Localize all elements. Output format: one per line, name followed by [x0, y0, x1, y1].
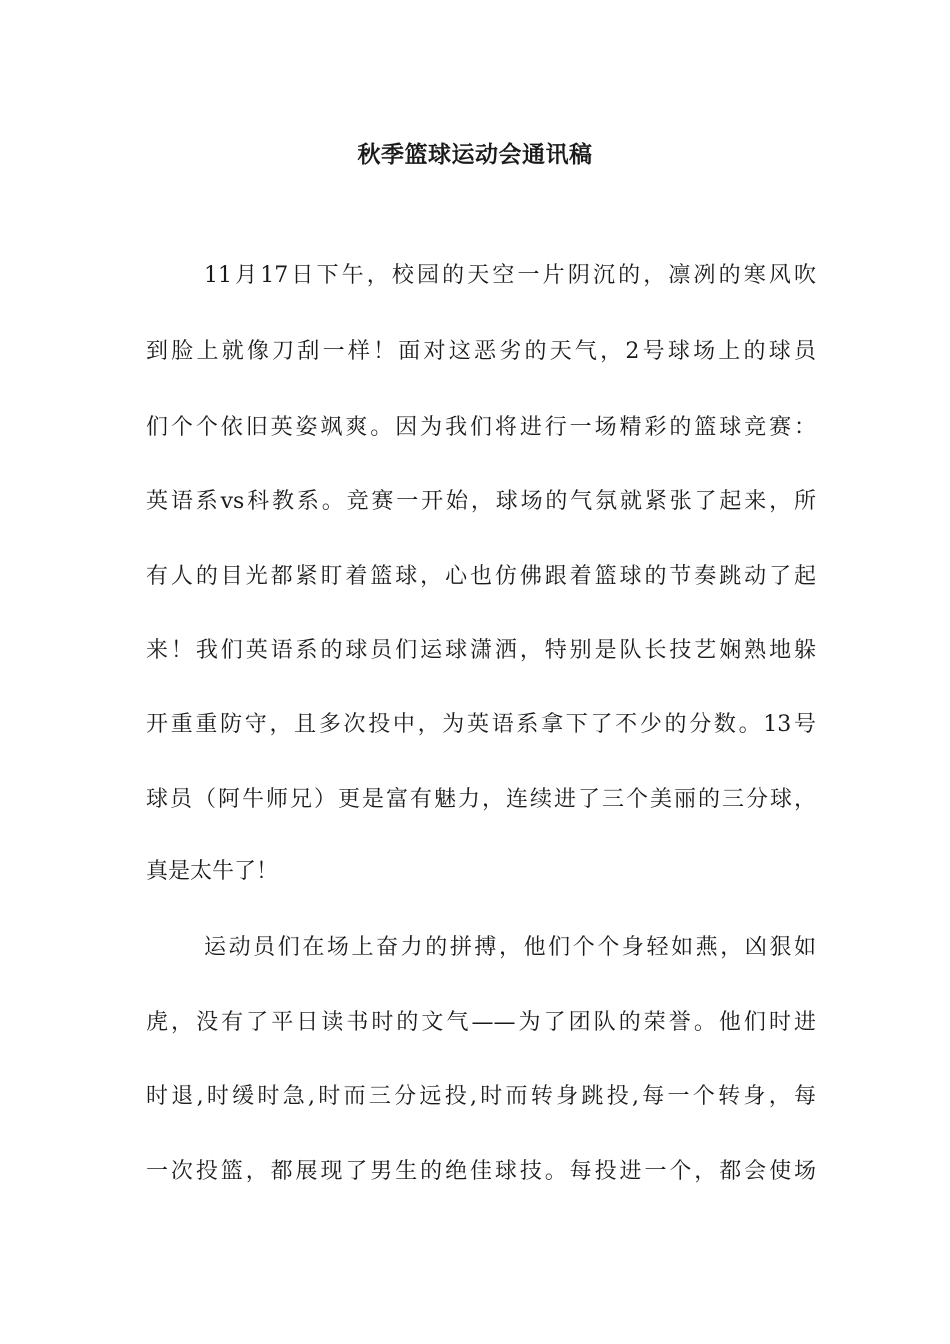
document-title: 秋季篮球运动会通讯稿: [357, 141, 593, 168]
paragraph-1-line-2: 到脸上就像刀刮一样！面对这恶劣的天气，2号球场上的球员: [146, 339, 816, 364]
paragraph-2-line-3: 时退,时缓时急,时而三分远投,时而转身跳投,每一个转身，每: [146, 1084, 816, 1109]
paragraph-2-line-1: 运动员们在场上奋力的拼搏，他们个个身轻如燕，凶狠如: [204, 935, 816, 960]
paragraph-2-line-2: 虎，没有了平日读书时的文气——为了团队的荣誉。他们时进: [146, 1010, 816, 1035]
paragraph-1-line-6: 来！我们英语系的球员们运球潇洒，特别是队长技艺娴熟地躲: [146, 638, 816, 663]
paragraph-1-line-4: 英语系vs科教系。竞赛一开始，球场的气氛就紧张了起来，所: [146, 489, 816, 514]
paragraph-1-line-3: 们个个依旧英姿飒爽。因为我们将进行一场精彩的篮球竞赛：: [146, 415, 816, 440]
paragraph-1-line-1: 11月17日下午，校园的天空一片阴沉的，凛冽的寒风吹: [204, 263, 816, 288]
paragraph-2-line-4: 一次投篮，都展现了男生的绝佳球技。每投进一个，都会使场: [146, 1159, 816, 1184]
paragraph-1-line-8: 球员（阿牛师兄）更是富有魅力，连续进了三个美丽的三分球，: [146, 787, 816, 812]
paragraph-1-line-7: 开重重防守，且多次投中，为英语系拿下了不少的分数。13号: [146, 712, 816, 737]
paragraph-1-line-5: 有人的目光都紧盯着篮球，心也仿佛跟着篮球的节奏跳动了起: [146, 564, 816, 589]
paragraph-1-line-9: 真是太牛了！: [146, 859, 279, 884]
